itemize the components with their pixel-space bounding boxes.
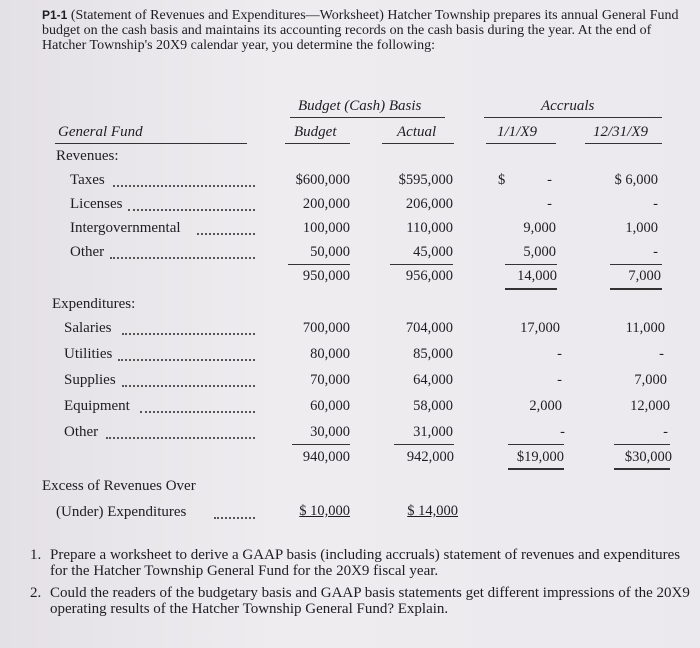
excess-budget: $ 10,000 — [299, 503, 350, 519]
header-budget-cash-basis: Budget (Cash) Basis — [298, 98, 422, 114]
expenditure-supplies-actual: 64,000 — [413, 372, 453, 388]
question-number: 1. — [30, 547, 42, 563]
expenditure-label-equipment: Equipment — [64, 398, 130, 414]
expenditure-other-begin: - — [560, 424, 565, 440]
expenditures-title: Expenditures: — [52, 296, 136, 312]
expenditure-label-utilities: Utilities — [64, 346, 113, 362]
expenditure-label-other: Other — [64, 424, 99, 440]
question-text: Could the readers of the budgetary basis and GAAP basis statements get different impressions of the 20X9 operating results of the Hatcher Township General Fund? Explain. — [50, 585, 690, 617]
total-rule — [390, 264, 453, 265]
total-rule — [505, 264, 557, 265]
expenditure-total-actual: 942,000 — [406, 449, 454, 465]
revenue-licenses-actual: 206,000 — [405, 196, 453, 212]
expenditure-utilities-budget: 80,000 — [310, 346, 350, 362]
expenditure-equipment-end: 12,000 — [630, 398, 670, 414]
excess-actual: $ 14,000 — [407, 503, 458, 519]
question-2 — [30, 585, 695, 617]
revenue-intergov-budget: 100,000 — [302, 220, 350, 236]
question-text: Prepare a worksheet to derive a GAAP basis (including accruals) statement of revenues and expenditures for the Hatcher Township General Fund for the 20X9 fiscal year. — [50, 547, 681, 579]
expenditure-other-budget: 30,000 — [310, 424, 350, 440]
leader-dots — [140, 411, 255, 413]
problem-text: (Statement of Revenues and Expenditures—Worksheet) Hatcher Township prepares its annual General Fund budget on the cash basis and maintains its accounting records on the cash basis during the year. At the end of Hatcher Township's 20X9 calendar year, you determine the following: — [42, 8, 679, 53]
revenue-taxes-end: $ 6,000 — [614, 172, 658, 188]
revenue-licenses-budget: 200,000 — [302, 196, 350, 212]
revenue-other-end: - — [653, 244, 658, 260]
header-underline-actual-col — [382, 143, 454, 144]
revenue-other-actual: 45,000 — [413, 244, 453, 260]
problem-intro — [42, 8, 682, 53]
header-underline-budget — [290, 117, 445, 118]
expenditure-salaries-begin: 17,000 — [520, 320, 560, 336]
revenue-other-budget: 50,000 — [310, 244, 350, 260]
leader-dots — [122, 385, 255, 387]
header-underline-begin-col — [486, 143, 556, 144]
revenue-intergov-end: 1,000 — [625, 220, 658, 236]
expenditure-total-budget: 940,000 — [302, 449, 350, 465]
revenue-label-intergovernmental: Intergovernmental — [70, 220, 181, 236]
expenditure-utilities-begin: - — [557, 346, 562, 362]
revenue-label-other: Other — [70, 244, 105, 260]
header-general-fund: General Fund — [58, 124, 143, 140]
revenue-licenses-end: - — [653, 196, 658, 212]
header-underline-end-col — [585, 143, 662, 144]
expenditure-salaries-end: 11,000 — [625, 320, 665, 336]
expenditure-salaries-actual: 704,000 — [405, 320, 453, 336]
total-rule — [508, 444, 564, 445]
total-rule — [288, 264, 350, 265]
leader-dots — [113, 185, 255, 187]
header-actual: Actual — [397, 124, 437, 140]
revenue-taxes-begin-dash: - — [547, 172, 552, 188]
header-budget: Budget — [294, 124, 337, 140]
revenue-taxes-actual: $595,000 — [398, 172, 453, 188]
leader-dots — [106, 437, 255, 439]
revenue-total-actual: 956,000 — [405, 268, 453, 284]
expenditure-supplies-begin: - — [557, 372, 562, 388]
leader-dots — [214, 517, 255, 519]
leader-dots — [118, 359, 255, 361]
double-rule — [614, 468, 670, 470]
double-rule — [505, 288, 557, 290]
revenue-taxes-budget: $600,000 — [295, 172, 350, 188]
expenditure-equipment-begin: 2,000 — [529, 398, 562, 414]
header-end: 12/31/X9 — [593, 124, 648, 140]
revenues-title: Revenues: — [56, 148, 119, 164]
header-underline-budget-col — [285, 143, 350, 144]
expenditure-label-supplies: Supplies — [64, 372, 116, 388]
expenditure-supplies-end: 7,000 — [634, 372, 667, 388]
expenditure-equipment-actual: 58,000 — [413, 398, 453, 414]
leader-dots — [197, 233, 255, 235]
revenue-total-budget: 950,000 — [302, 268, 350, 284]
revenue-taxes-begin-dollar: $ — [498, 172, 506, 188]
header-accruals: Accruals — [541, 98, 595, 114]
excess-label-line2: (Under) Expenditures — [56, 504, 187, 520]
expenditure-total-begin: $19,000 — [516, 449, 564, 465]
revenue-label-licenses: Licenses — [70, 196, 123, 212]
revenue-licenses-begin: - — [547, 196, 552, 212]
revenue-intergov-actual: 110,000 — [406, 220, 453, 236]
expenditure-other-end: - — [663, 424, 668, 440]
double-rule — [610, 288, 662, 290]
total-rule — [610, 264, 662, 265]
header-underline-accruals — [484, 117, 662, 118]
header-underline-fund — [55, 143, 247, 144]
excess-label-line1: Excess of Revenues Over — [42, 478, 196, 494]
revenue-total-end: 7,000 — [628, 268, 661, 284]
total-rule — [292, 444, 350, 445]
total-rule — [394, 444, 454, 445]
expenditure-total-end: $30,000 — [624, 449, 672, 465]
expenditure-other-actual: 31,000 — [413, 424, 453, 440]
expenditure-salaries-budget: 700,000 — [302, 320, 350, 336]
problem-code: P1-1 — [42, 8, 68, 22]
double-rule — [508, 468, 564, 470]
expenditure-utilities-end: - — [659, 346, 664, 362]
expenditure-label-salaries: Salaries — [64, 320, 112, 336]
leader-dots — [122, 333, 255, 335]
revenue-label-taxes: Taxes — [70, 172, 105, 188]
expenditure-utilities-actual: 85,000 — [413, 346, 453, 362]
revenue-other-begin: 5,000 — [523, 244, 556, 260]
leader-dots — [128, 209, 255, 211]
header-begin: 1/1/X9 — [497, 124, 537, 140]
revenue-intergov-begin: 9,000 — [523, 220, 556, 236]
question-1 — [30, 547, 695, 579]
total-rule — [614, 444, 670, 445]
expenditure-equipment-budget: 60,000 — [310, 398, 350, 414]
expenditure-supplies-budget: 70,000 — [310, 372, 350, 388]
leader-dots — [110, 257, 255, 259]
question-number: 2. — [30, 585, 42, 601]
revenue-total-begin: 14,000 — [517, 268, 557, 284]
